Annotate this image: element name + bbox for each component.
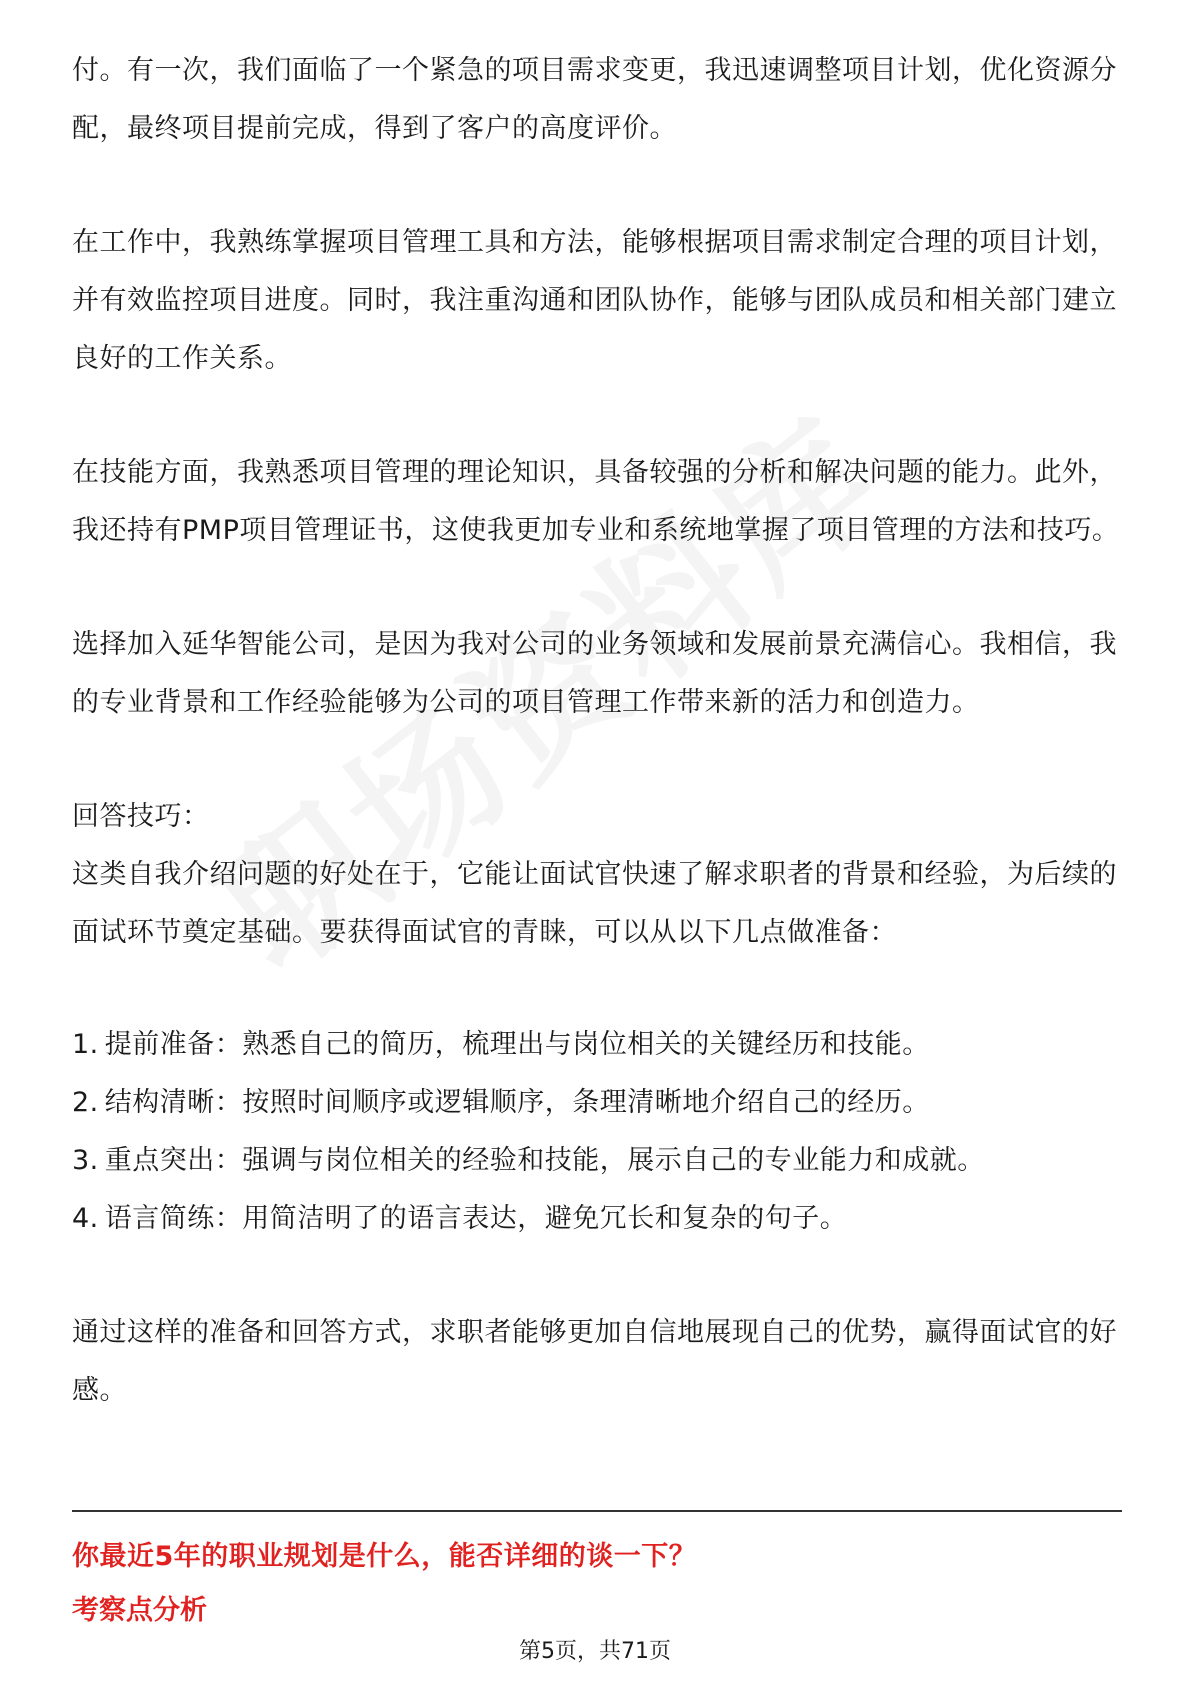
paragraph-company-motivation: 选择加入延华智能公司，是因为我对公司的业务领域和发展前景充满信心。我相信，我的专业背景和工作经验能够为公司的项目管理工作带来新的活力和创造力。 <box>72 629 1117 718</box>
list-item-number: 1. <box>72 1029 99 1060</box>
list-item-text: 重点突出：强调与岗位相关的经验和技能，展示自己的专业能力和成就。 <box>104 1145 985 1176</box>
paragraph-certification: 在技能方面，我熟悉项目管理的理论知识，具备较强的分析和解决问题的能力。此外，我还持有PMP项目管理证书，这使我更加专业和系统地掌握了项目管理的方法和技巧。 <box>72 457 1120 546</box>
next-question-title: 你最近5年的职业规划是什么，能否详细的谈一下？ <box>72 1541 697 1572</box>
list-item-number: 2. <box>72 1087 99 1118</box>
tips-conclusion: 通过这样的准备和回答方式，求职者能够更加自信地展现自己的优势，赢得面试官的好感。 <box>72 1317 1117 1406</box>
tips-heading: 回答技巧： <box>72 801 210 832</box>
tips-list <box>72 1016 1122 1248</box>
list-item <box>72 1190 1122 1248</box>
paragraph-project-experience: 付。有一次，我们面临了一个紧急的项目需求变更，我迅速调整项目计划，优化资源分配，最终项目提前完成，得到了客户的高度评价。 <box>72 55 1117 144</box>
list-item-text: 结构清晰：按照时间顺序或逻辑顺序，条理清晰地介绍自己的经历。 <box>104 1087 930 1118</box>
analysis-section-heading: 考察点分析 <box>72 1595 207 1626</box>
list-item <box>72 1016 1122 1074</box>
list-item-number: 3. <box>72 1145 99 1176</box>
list-item-text: 提前准备：熟悉自己的简历，梳理出与岗位相关的关键经历和技能。 <box>104 1029 930 1060</box>
tips-intro: 这类自我介绍问题的好处在于，它能让面试官快速了解求职者的背景和经验，为后续的面试环节奠定基础。要获得面试官的青睐，可以从以下几点做准备： <box>72 859 1117 948</box>
list-item-text: 语言简练：用简洁明了的语言表达，避免冗长和复杂的句子。 <box>104 1203 848 1234</box>
content-body <box>72 42 1122 1476</box>
paragraph-work-skills: 在工作中，我熟练掌握项目管理工具和方法，能够根据项目需求制定合理的项目计划，并有效监控项目进度。同时，我注重沟通和团队协作，能够与团队成员和相关部门建立良好的工作关系。 <box>72 227 1117 374</box>
list-item <box>72 1074 1122 1132</box>
list-item <box>72 1132 1122 1190</box>
list-item-number: 4. <box>72 1203 99 1234</box>
section-divider <box>72 1510 1122 1512</box>
page-number-footer: 第5页，共71页 <box>519 1639 671 1664</box>
